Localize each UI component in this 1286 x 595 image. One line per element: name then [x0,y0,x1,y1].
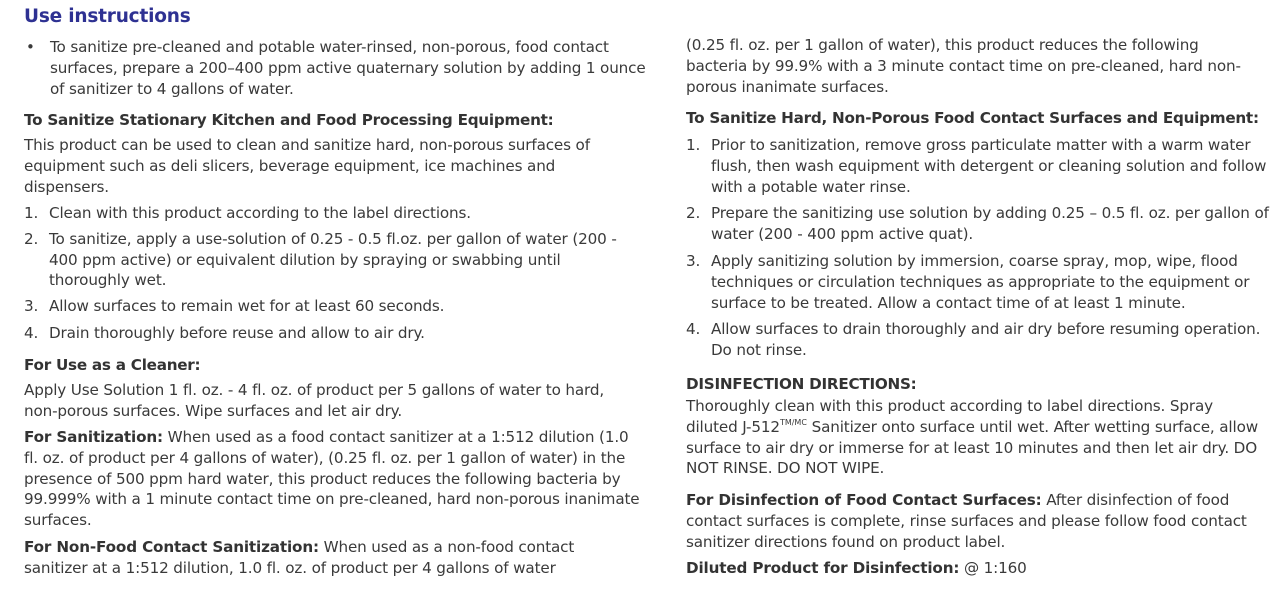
nonfood-text: When used as a non-food contact sanitizer at a 1:512 dilution, 1.0 fl. oz. of product per 4 gallons of water [24,538,575,577]
list-item [24,229,636,291]
step-text: Prior to sanitization, remove gross particulate matter with a warm water flush, then wash equipment with detergent or cleaning solution and follow with a potable water rinse. [711,136,1267,196]
nonfood-paragraph [24,537,624,579]
food-disinfection-label: For Disinfection of Food Contact Surfaces: [686,491,1042,509]
disinfection-text-1: Thoroughly clean with this product according to label directions. Spray diluted J-512 [686,397,1213,436]
list-item [686,135,1276,197]
step-text: To sanitize, apply a use-solution of 0.25 - 0.5 fl.oz. per gallon of water (200 - 400 ppm active) or equivalent dilution by spraying or swabbing until thoroughly wet. [49,229,617,290]
section-title: Use instructions [24,6,191,27]
stationary-steps-list [24,203,636,344]
step-text: Allow surfaces to drain thoroughly and air dry before resuming operation. Do not rinse. [711,320,1261,360]
cleaner-text: Apply Use Solution 1 fl. oz. - 4 fl. oz. of product per 5 gallons of water to hard, non-porous surfaces. Wipe surfaces and let air dry. [24,381,605,420]
list-item [686,251,1276,313]
bullet-list [24,37,652,99]
stationary-intro: This product can be used to clean and sanitize hard, non-porous surfaces of equipment such as deli slicers, beverage equipment, ice machines and dispensers. [24,136,590,196]
trademark-mark: TM/MC [779,417,807,427]
bullet-text: To sanitize pre-cleaned and potable water-rinsed, non-porous, food contact surfaces, prepare a 200–400 ppm active quaternary solution by adding 1 ounce of sanitizer to 4 gallons of water. [50,38,646,98]
step-text: Drain thoroughly before reuse and allow to air dry. [49,323,425,342]
step-number: 2. [686,204,701,223]
diluted-label: Diluted Product for Disinfection: [686,559,960,577]
stationary-steps [24,203,636,344]
stationary-heading: To Sanitize Stationary Kitchen and Food Processing Equipment: [24,111,554,129]
step-number: 1. [686,136,701,154]
disinfection-heading: DISINFECTION DIRECTIONS: [686,375,917,393]
list-item [686,319,1276,361]
step-text: Allow surfaces to remain wet for at least 60 seconds. [49,297,445,316]
food-disinfection-paragraph [686,490,1274,552]
diluted-paragraph [686,558,1276,579]
continued-text: (0.25 fl. oz. per 1 gallon of water), this product reduces the following bacteria by 99.9% with a 3 minute contact time on pre-cleaned, hard non-porous inanimate surfaces. [686,36,1241,96]
step-text: Apply sanitizing solution by immersion, coarse spray, mop, wipe, flood techniques or circulation techniques as appropriate to the equipment or surface to be treated. Allow a contact time of at least 1 minute. [711,251,1250,312]
list-item [24,37,652,99]
step-number: 4. [686,320,701,339]
disinfection-text-2: Sanitizer onto surface until wet. After wetting surface, allow surface to air dry or immerse for at least 10 minutes and then let air dry. DO NOT RINSE. DO NOT WIPE. [686,417,1258,478]
step-number: 1. [24,204,39,222]
list-item [24,296,636,317]
bullet-marker: • [26,38,35,56]
list-item [24,203,636,224]
food-disinfection-text: After disinfection of food contact surfaces is complete, rinse surfaces and please follow food contact sanitizer directions found on product label. [686,491,1247,551]
intro-bullet-block [24,37,652,99]
step-number: 2. [24,229,39,248]
step-text: Clean with this product according to the label directions. [49,204,471,222]
list-item [24,323,636,344]
sanitization-paragraph [24,427,646,531]
disinfection-paragraph [686,396,1266,479]
hard-steps-list [686,135,1276,361]
cleaner-heading: For Use as a Cleaner: [24,356,201,374]
diluted-value: @ 1:160 [959,559,1027,577]
step-text: Prepare the sanitizing use solution by adding 0.25 – 0.5 fl. oz. per gallon of water (200 - 400 ppm active quat). [711,204,1269,244]
sanitization-label: For Sanitization: [24,428,163,446]
nonfood-label: For Non-Food Contact Sanitization: [24,538,319,556]
step-number: 3. [24,297,39,316]
step-number: 3. [686,251,701,270]
hard-surfaces-heading: To Sanitize Hard, Non-Porous Food Contact Surfaces and Equipment: [686,109,1259,127]
step-number: 4. [24,323,39,342]
list-item [686,203,1276,245]
hard-steps [686,135,1276,361]
sanitization-text: When used as a food contact sanitizer at a 1:512 dilution (1.0 fl. oz. of product per 4 gallons of water), (0.25 fl. oz. per 1 gallon of water) in the presence of 500 ppm hard water, this product reduces the following bacteria by 99.999% with a 1 minute contact time on pre-cleaned, hard non-porous inanimate surfaces. [24,428,640,530]
